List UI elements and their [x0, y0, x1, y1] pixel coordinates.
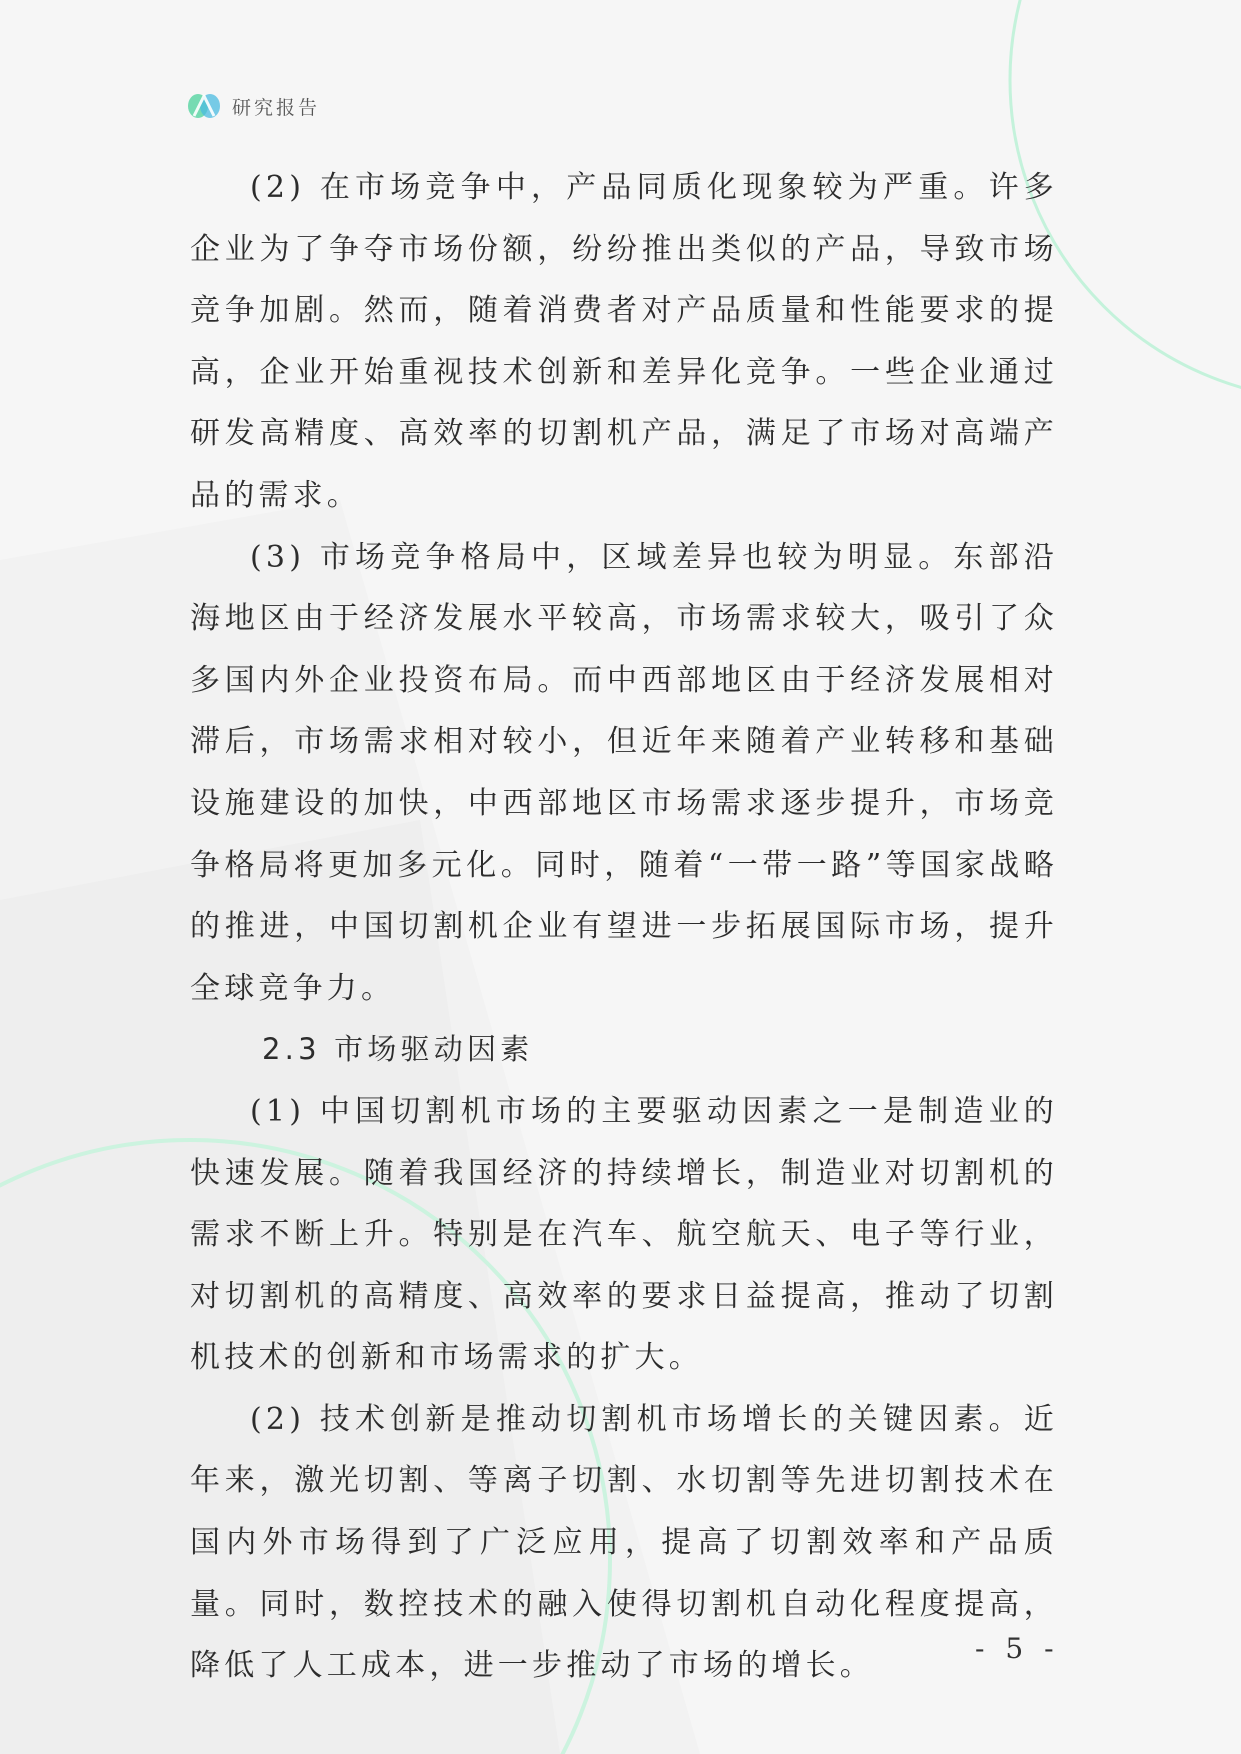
body-paragraph: (1) 中国切割机市场的主要驱动因素之一是制造业的快速发展。随着我国经济的持续增长，制造业对切割机的需求不断上升。特别是在汽车、航空航天、电子等行业，对切割机的高精度、高效率的要求日益提高，推动了切割机技术的创新和市场需求的扩大。 — [190, 1093, 1058, 1376]
section-heading: 2.3 市场驱动因素 — [262, 1032, 534, 1067]
header-title: 研究报告 — [232, 96, 321, 119]
body-paragraph: (2) 在市场竞争中，产品同质化现象较为严重。许多企业为了争夺市场份额，纷纷推出类似的产品，导致市场竞争加剧。然而，随着消费者对产品质量和性能要求的提高，企业开始重视技术创新和差异化竞争。一些企业通过研发高精度、高效率的切割机产品，满足了市场对高端产品的需求。 — [190, 170, 1058, 513]
page-number: - 5 - — [975, 1632, 1060, 1665]
body-paragraph: (3) 市场竞争格局中，区域差异也较为明显。东部沿海地区由于经济发展水平较高，市场需求较大，吸引了众多国内外企业投资布局。而中西部地区由于经济发展相对滞后，市场需求相对较小，但近年来随着产业转移和基础设施建设的加快，中西部地区市场需求逐步提升，市场竞争格局将更加多元化。同时，随着“一带一路”等国家战略的推进，中国切割机企业有望进一步拓展国际市场，提升全球竞争力。 — [190, 539, 1058, 1006]
logo-icon — [186, 90, 222, 122]
body-paragraph: (2) 技术创新是推动切割机市场增长的关键因素。近年来，激光切割、等离子切割、水切割等先进切割技术在国内外市场得到了广泛应用，提高了切割效率和产品质量。同时，数控技术的融入使得切割机自动化程度提高，降低了人工成本，进一步推动了市场的增长。 — [190, 1401, 1058, 1684]
document-body — [190, 157, 1058, 1697]
page-header — [186, 88, 320, 124]
